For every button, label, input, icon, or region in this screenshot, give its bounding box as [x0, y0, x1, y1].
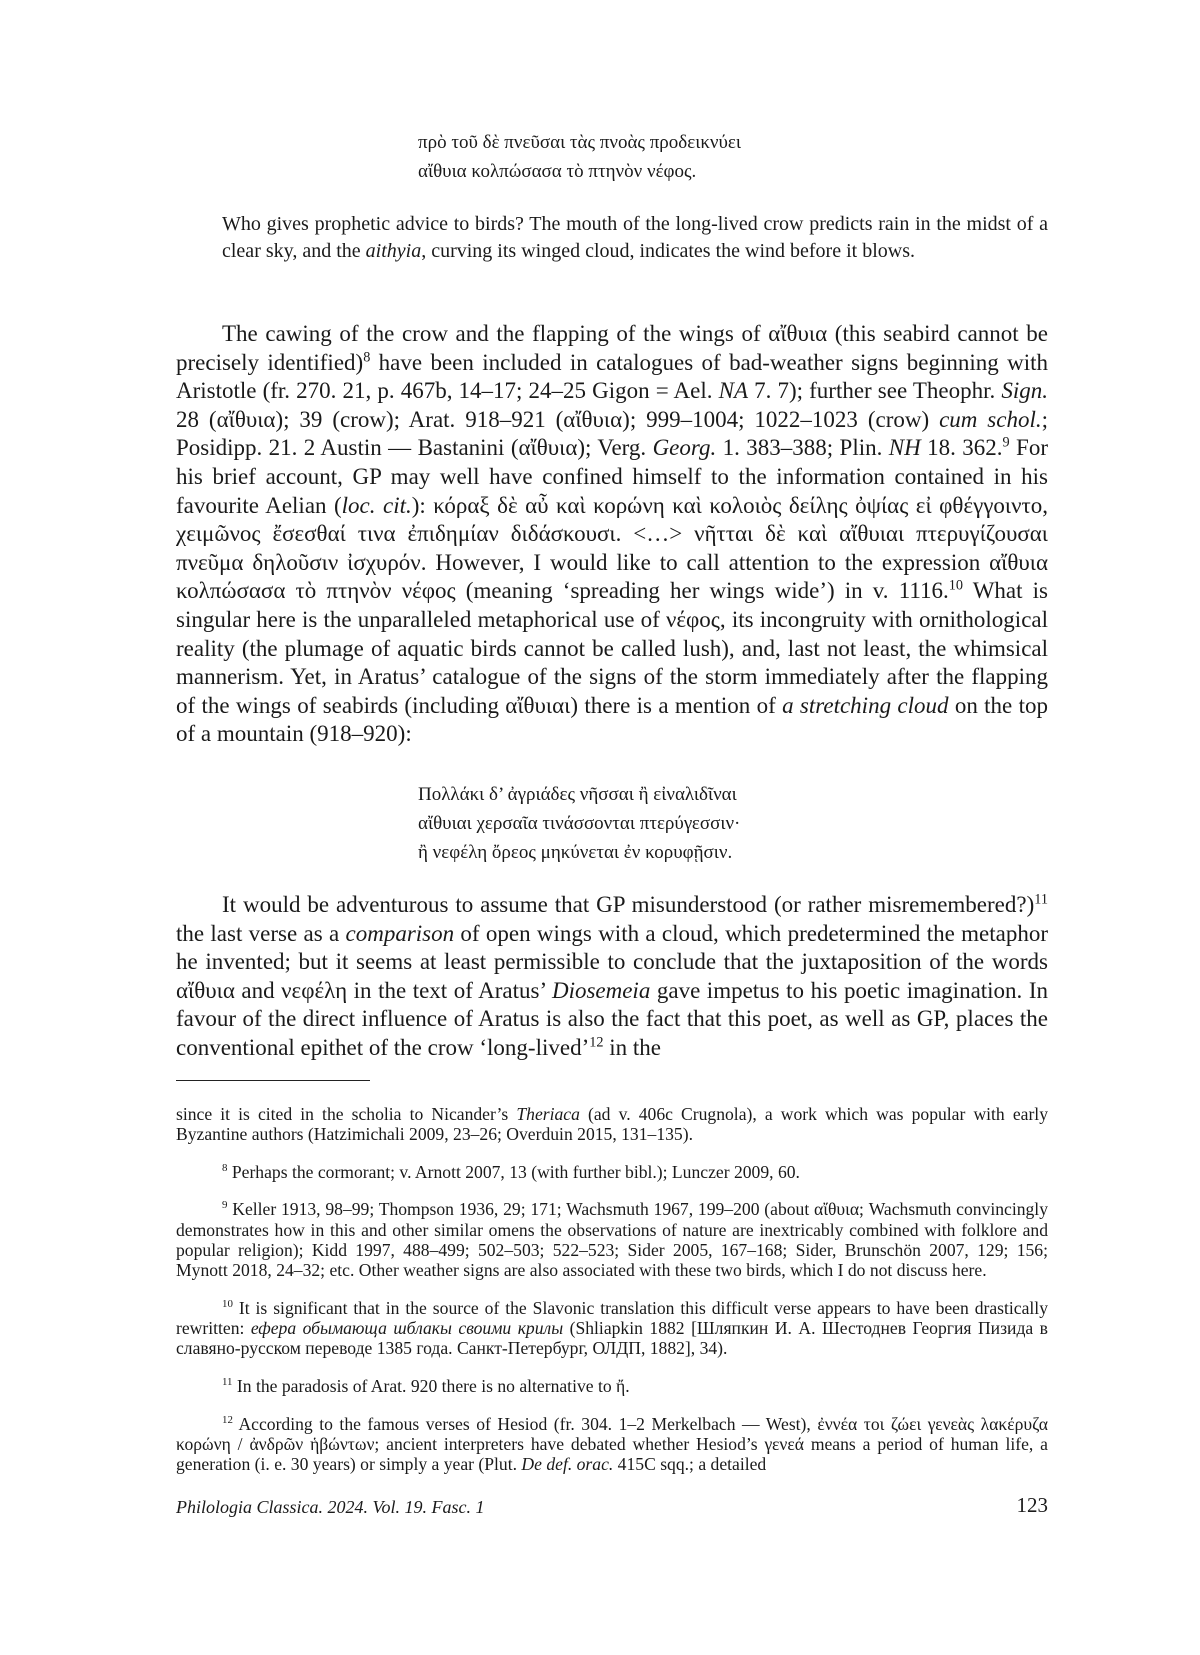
- translation-quote: Who gives prophetic advice to birds? The mouth of the long-lived crow predicts rain in the midst of a clear sky, and the aithyia, curving its winged cloud, indicates the wind before it blows.: [222, 213, 1048, 262]
- greek-verse-block-2: [418, 780, 740, 867]
- footnote-ref-9[interactable]: 9: [1002, 434, 1010, 451]
- footnote-11: $^{11}$ In the paradosis of Arat. 920 there is no alternative to ἤ.: [222, 1376, 630, 1396]
- footnote-12: $^{12}$ According to the famous verses of Hesiod (fr. 304. 1–2 Merkelbach — West), ἐννέα τοι ζώει γενεὰς λακέρυζα κορώνη / ἀνδρῶν ἡβώντων; ancient interpreters have debated whether Hesiod’s γενεά means a period of human life, a generation (i. e. 30 years) or simply a year (Plut. De def. orac. 415C sqq.; a detailed: [176, 1413, 1048, 1475]
- greek-verse-block-1: [418, 128, 741, 186]
- footnote-ref-11[interactable]: 11: [1034, 891, 1048, 908]
- verse-line: αἴθυιαι χερσαῖα τινάσσονται πτερύγεσσιν·: [418, 813, 741, 834]
- footnote-continuation: since it is cited in the scholia to Nicander’s Theriaca (ad v. 406c Crugnola), a work which was popular with early Byzantine authors (Hatzimichali 2009, 23–26; Overduin 2015, 131–135).: [176, 1103, 1048, 1144]
- footnotes: [176, 1086, 1048, 1492]
- footnote-9: $^9$ Keller 1913, 98–99; Thompson 1936, 29; 171; Wachsmuth 1967, 199–200 (about αἴθυια; Wachsmuth convincingly demonstrates how in this and other similar omens the observations of nature are inextricably combined with folklore and popular religion); Kidd 1997, 488–499; 502–503; 522–523; Sider 2005, 167–168; Sider, Brunschön 2007, 129; 156; Mynott 2018, 24–32; etc. Other weather signs are also associated with these two birds, which I do not discuss here.: [176, 1199, 1048, 1280]
- verse-line: πρὸ τοῦ δὲ πνεῦσαι τὰς πνοὰς προδεικνύει: [418, 132, 741, 153]
- running-head: Philologia Classica. 2024. Vol. 19. Fasc. 1: [176, 1497, 485, 1517]
- footnote-ref-8[interactable]: 8: [363, 348, 371, 365]
- verse-line: ἢ νεφέλη ὄρεος μηκύνεται ἐν κορυφῇσιν.: [418, 842, 733, 863]
- verse-line: αἴθυια κολπώσασα τὸ πτηνὸν νέφος.: [418, 161, 697, 182]
- body-paragraph-1: The cawing of the crow and the flapping of the wings of αἴθυια (this seabird cannot be precisely identified)$^8$ have been included in catalogues of bad-weather signs beginning with Aristotle (fr. 270. 21, p. 467b, 14–17; 24–25 Gigon = Ael. NA 7. 7); further see Theophr. Sign. 28 (αἴθυια); 39 (crow); Arat. 918–921 (αἴθυια); 999–1004; 1022–1023 (crow) cum schol.; Posidipp. 21. 2 Austin — Bastanini (αἴθυια); Verg. Georg. 1. 383–388; Plin. NH 18. 362.$^9$ For his brief account, GP may well have confined himself to the information contained in his favourite Aelian (loc. cit.): κόραξ δὲ αὖ καὶ κορώνη καὶ κολοιὸς δείλης ὀψίας εἰ φθέγγοιντο, χειμῶνος ἔσεσθαί τινα ἐπιδημίαν διδάσκουσι. <…> νῆτται δὲ καὶ αἴθυιαι πτερυγίζουσαι πνεῦμα δηλοῦσιν ἰσχυρόν. However, I would like to call attention to the expression αἴθυια κολπώσασα τὸ πτηνὸν νέφος (meaning ‘spreading her wings wide’) in v. 1116.10 What is singular here is the unparalleled metaphorical use of νέφος, its incongruity with ornithological reality (the plumage of aquatic birds cannot be called lush), and, last not least, the whimsical mannerism. Yet, in Aratus’ catalogue of the signs of the storm immediately after the flapping of the wings of seabirds (including αἴθυιαι) there is a mention of a stretching cloud on the top of a mountain (918–920):: [176, 321, 1049, 747]
- body-paragraph-2: It would be adventurous to assume that GP misunderstood (or rather misremembered?)$^{11}$ the last verse as a comparison of open wings with a cloud, which predetermined the metaphor he invented; but it seems at least permissible to conclude that the juxtaposition of the words αἴθυια and νεφέλη in the text of Aratus’ Diosemeia gave impetus to his poetic imagination. In favour of the direct influence of Aratus is also the fact that this poet, as well as GP, places the conventional epithet of the crow ‘long-lived’$^{12}$ in the: [176, 891, 1048, 1060]
- footnote-8: $^8$ Perhaps the cormorant; v. Arnott 2007, 13 (with further bibl.); Lunczer 2009, 60.: [222, 1161, 800, 1182]
- footnote-ref-12[interactable]: 12: [589, 1034, 604, 1051]
- page-number: 123: [1016, 1493, 1048, 1517]
- footnote-separator: [176, 1080, 370, 1081]
- footnote-10: $^{10}$ It is significant that in the source of the Slavonic translation this difficult verse appears to have been drastically rewritten: ефера обымающа шблакы своими крилы (Shliapkin 1882 [Шляпкин И. А. Шестоднев Георгия Пизида в славяно-русском переводе 1385 года. Санкт-Петербург, ОЛДП, 1882], 34).: [176, 1297, 1048, 1359]
- verse-line: Πολλάκι δ’ ἀγριάδες νῆσσαι ἢ εἰναλιδῖναι: [418, 784, 737, 805]
- footnote-ref-10[interactable]: 10: [948, 577, 963, 594]
